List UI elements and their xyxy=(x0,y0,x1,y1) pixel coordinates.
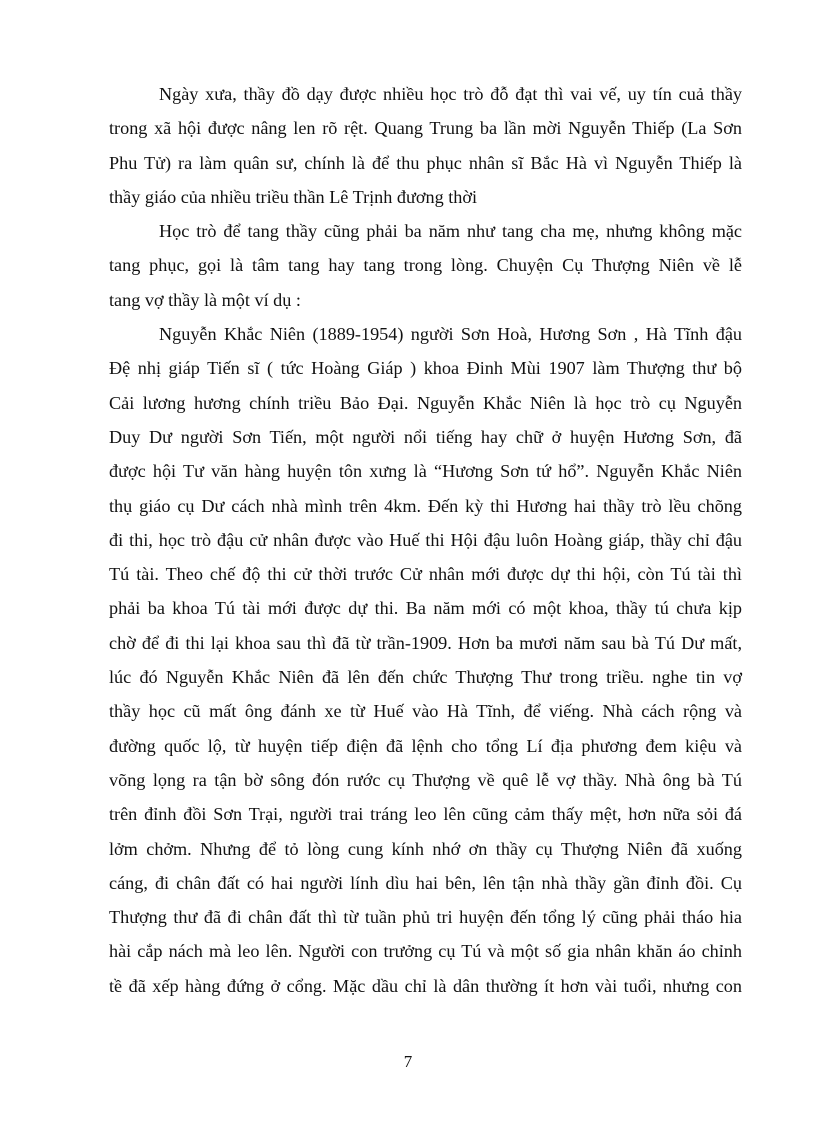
text-line: võng lọng ra tận bờ sông đón rước cụ Thượng về quê lễ vợ thầy. Nhà ông bà Tú xyxy=(109,769,742,790)
text-line: tang vợ thầy là một ví dụ : xyxy=(109,289,301,310)
text-line: đường quốc lộ, từ huyện tiếp điện đã lệnh cho tổng Lí địa phương đem kiệu và xyxy=(109,735,742,756)
text-line: Tú tài. Theo chế độ thi cử thời trước Cử nhân mới được dự thi hội, còn Tú tài thì xyxy=(109,564,742,585)
text-line: Duy Dư người Sơn Tiến, một người nổi tiếng hay chữ ở huyện Hương Sơn, đã xyxy=(109,426,742,447)
text-line: được hội Tư văn hàng huyện tôn xưng là “Hương Sơn tứ hổ”. Nguyễn Khắc Niên xyxy=(109,461,742,482)
paragraph-3 xyxy=(109,317,742,1003)
text-line: thụ giáo cụ Dư cách nhà mình trên 4km. Đến kỳ thi Hương hai thầy trò lều chõng xyxy=(109,495,742,516)
text-line: Thượng thư đã đi chân đất thì từ tuần phủ tri huyện đến tổng lý cũng phải tháo hia xyxy=(109,907,742,928)
text-line: hài cắp nách mà leo lên. Người con trưởng cụ Tú và một số gia nhân khăn áo chỉnh xyxy=(109,941,742,962)
text-line: chờ để đi thi lại khoa sau thì đã từ trần-1909. Hơn ba mươi năm sau bà Tú Dư mất, xyxy=(109,632,742,653)
text-line: cáng, đi chân đất có hai người lính dìu hai bên, lên tận nhà thầy gần đỉnh đồi. Cụ xyxy=(109,872,742,893)
text-line: Nguyễn Khắc Niên (1889-1954) người Sơn Hoà, Hương Sơn , Hà Tĩnh đậu xyxy=(159,324,742,345)
page-number: 7 xyxy=(403,1052,413,1071)
text-line: phải ba khoa Tú tài mới được dự thi. Ba năm mới có một khoa, thầy tú chưa kịp xyxy=(109,598,742,619)
text-line: Phu Tử) ra làm quân sư, chính là để thu phục nhân sĩ Bắc Hà vì Nguyễn Thiếp là xyxy=(109,152,742,173)
paragraph-2 xyxy=(109,214,742,317)
text-line: tề đã xếp hàng đứng ở cổng. Mặc dầu chỉ là dân thường ít hơn vài tuổi, nhưng con xyxy=(109,975,742,996)
text-line: thầy giáo của nhiều triều thần Lê Trịnh đương thời xyxy=(109,186,478,207)
text-line: lúc đó Nguyễn Khắc Niên đã lên đến chức Thượng Thư trong triều. nghe tin vợ xyxy=(109,667,742,688)
text-line: thầy học cũ mất ông đánh xe từ Huế vào Hà Tĩnh, để viếng. Nhà cách rộng và xyxy=(109,701,742,722)
text-line: lởm chởm. Nhưng để tỏ lòng cung kính nhớ ơn thầy cụ Thượng Niên đã xuống xyxy=(109,838,742,859)
paragraph-1 xyxy=(109,77,742,214)
text-line: Ngày xưa, thầy đồ dạy được nhiều học trò đỗ đạt thì vai vế, uy tín cuả thầy xyxy=(159,84,742,104)
text-line: Đệ nhị giáp Tiến sĩ ( tức Hoàng Giáp ) khoa Đinh Mùi 1907 làm Thượng thư bộ xyxy=(109,358,742,379)
text-line: trên đỉnh đồi Sơn Trại, người trai tráng leo lên cũng cảm thấy mệt, hơn nữa sỏi đá xyxy=(109,804,742,825)
text-line: đi thi, học trò đậu cử nhân được vào Huế thi Hội đậu luôn Hoàng giáp, thầy chỉ đậu xyxy=(109,529,742,550)
document-body xyxy=(109,77,742,1003)
text-line: Học trò để tang thầy cũng phải ba năm như tang cha mẹ, nhưng không mặc xyxy=(159,221,742,242)
text-line: trong xã hội được nâng len rõ rệt. Quang Trung ba lần mời Nguyễn Thiếp (La Sơn xyxy=(109,118,742,139)
text-line: tang phục, gọi là tâm tang hay tang trong lòng. Chuyện Cụ Thượng Niên về lễ xyxy=(109,255,742,276)
text-line: Cải lương hương chính triều Bảo Đại. Nguyễn Khắc Niên là học trò cụ Nguyễn xyxy=(109,392,742,413)
